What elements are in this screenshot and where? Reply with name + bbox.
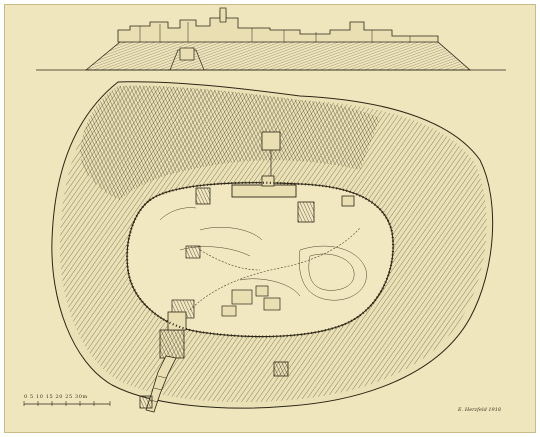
citadel-plan bbox=[52, 82, 493, 412]
elevation-drawing bbox=[36, 8, 506, 70]
north-palace bbox=[232, 185, 296, 197]
scale-label: 0 5 10 15 20 25 30m bbox=[24, 394, 88, 400]
east-tower bbox=[342, 196, 354, 206]
gate-block bbox=[180, 48, 194, 60]
east-building bbox=[298, 202, 314, 222]
north-outwork bbox=[262, 132, 280, 150]
minaret-tower bbox=[220, 8, 226, 22]
scale-bar bbox=[24, 401, 110, 406]
north-tower bbox=[262, 176, 274, 186]
citadel-walls bbox=[118, 10, 438, 42]
northwest-building bbox=[196, 188, 210, 204]
artist-signature: E. Herzfeld 1918 bbox=[458, 407, 502, 413]
south-tower bbox=[274, 362, 288, 376]
outer-gate-tower bbox=[140, 396, 152, 408]
